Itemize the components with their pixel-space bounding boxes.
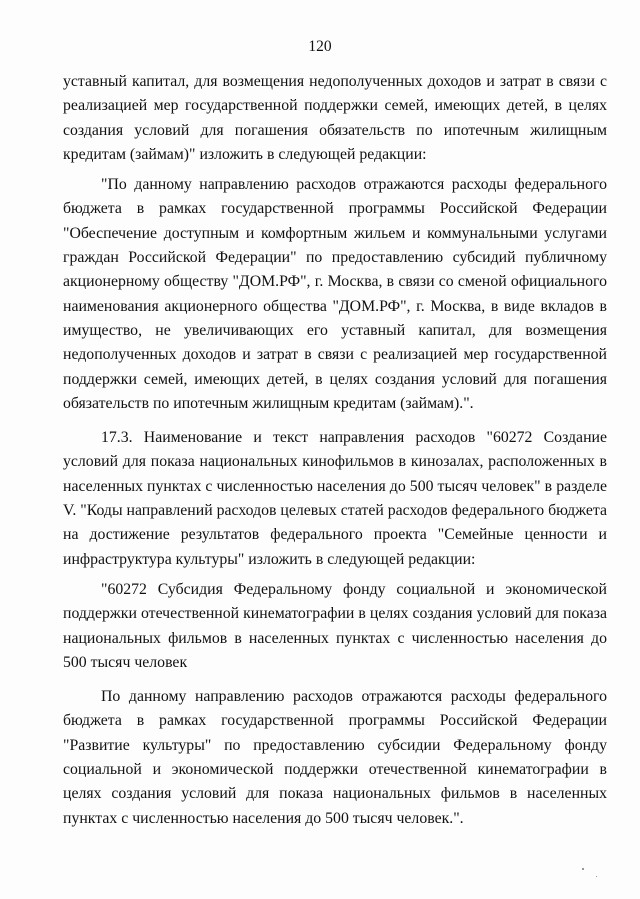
paragraph-continuation: уставный капитал, для возмещения недополученных доходов и затрат в связи с реализацией мер государственной поддержки семей, имеющих детей, в целях создания условий для погашения обязательств по ипотечным жилищным кредитам (займам)" изложить в следующей редакции: xyxy=(63,73,607,163)
paragraph-17-3: 17.3. Наименование и текст направления расходов "60272 Создание условий для показа национальных кинофильмов в кинозалах, расположенных в населенных пунктах с численностью населения до 500 тысяч человек" в разделе V. "Коды направлений расходов целевых статей расходов федерального бюджета на достижение результатов федерального проекта "Семейные ценности и инфраструктура культуры" изложить в следующей редакции: xyxy=(63,429,607,568)
paragraph-quote-dom-rf: "По данному направлению расходов отражаются расходы федерального бюджета в рамках государственной программы Российской Федерации "Обеспечение доступным и комфортным жильем и коммунальными услугами граждан Российской Федерации" по предоставлению субсидий публичному акционерному обществу "ДОМ.РФ", г. Москва, в связи со сменой официального наименования акционерного общества "ДОМ.РФ", г. Москва, в виде вкладов в имущество, не увеличивающих его уставный капитал, для возмещения недополученных доходов и затрат в связи с реализацией мер государственной поддержки семей, имеющих детей, в целях создания условий для погашения обязательств по ипотечным жилищным кредитам (займам).". xyxy=(63,176,607,412)
document-body xyxy=(63,70,607,837)
scan-speck xyxy=(582,868,584,870)
page-number: 120 xyxy=(308,38,332,55)
paragraph-60272-title: "60272 Субсидия Федеральному фонду социальной и экономической поддержки отечественной кинематографии в целях создания условий для показа национальных фильмов в населенных пунктах с численностью населения до 500 тысяч человек xyxy=(63,580,607,671)
paragraph-60272-description: По данному направлению расходов отражаются расходы федерального бюджета в рамках государственной программы Российской Федерации "Развитие культуры" по предоставлению субсидии Федеральному фонду социальной и экономической поддержки отечественной кинематографии в целях создания условий для показа национальных фильмов в населенных пунктах с численностью населения до 500 тысяч человек.". xyxy=(63,688,607,827)
scan-speck xyxy=(596,876,597,877)
